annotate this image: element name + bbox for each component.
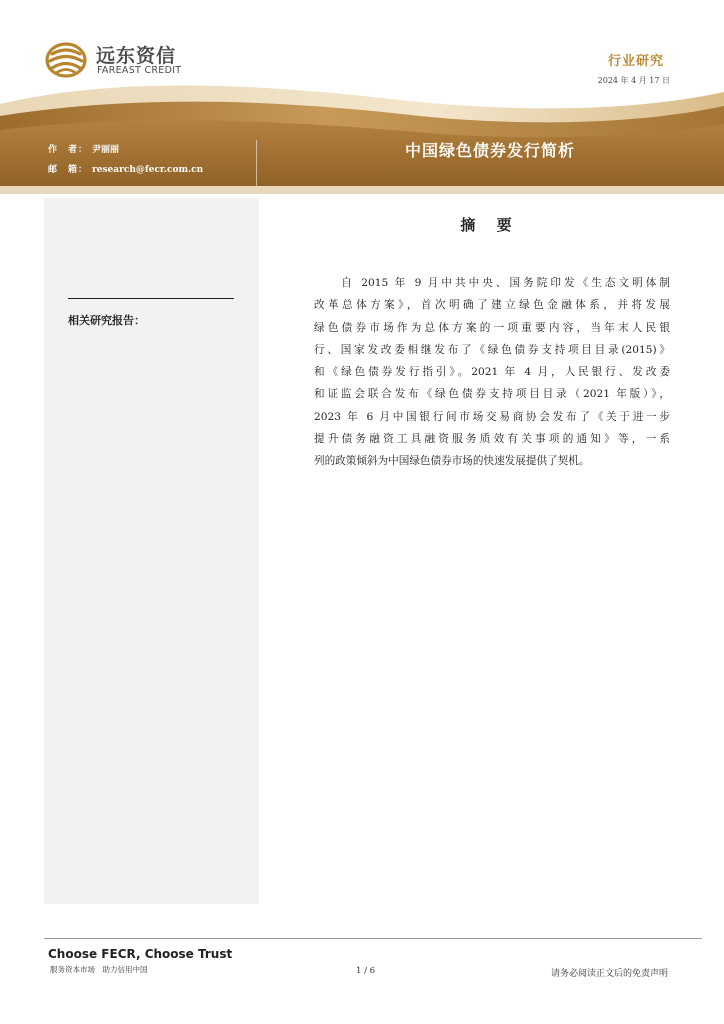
related-reports-label: 相关研究报告： <box>68 314 145 327</box>
email-address[interactable]: research@fecr.com.cn <box>92 165 204 175</box>
page-number: 1 / 6 <box>356 966 376 976</box>
summary-line: 提升债务融资工具融资服务质效有关事项的通知》等，一系 <box>314 433 670 446</box>
header <box>0 0 724 92</box>
logo-english-name: FAREAST CREDIT <box>97 65 182 76</box>
summary-line: 2023 年 6 月中国银行间市场交易商协会发布了《关于进一步 <box>314 410 670 423</box>
summary-heading: 摘 要 <box>460 216 520 234</box>
summary-line: 和证监会联合发布《绿色债券支持项目目录（2021 年版）》， <box>314 388 670 401</box>
summary-paragraph <box>314 272 670 473</box>
banner-divider <box>256 140 257 186</box>
sidebar-divider <box>68 298 234 299</box>
summary-line: 改革总体方案》，首次明确了建立绿色金融体系，并将发展 <box>314 299 670 312</box>
report-date: 2024 年 4 月 17 日 <box>597 76 670 85</box>
logo-chinese-name: 远东资信 <box>96 45 177 67</box>
footer-slogan: Choose FECR, Choose Trust <box>48 947 233 961</box>
summary-line: 列的政策倾斜为中国绿色债券市场的快速发展提供了契机。 <box>314 455 590 468</box>
footer-disclaimer: 请务必阅读正文后的免责声明 <box>550 969 668 979</box>
summary-line: 行、国家发改委相继发布了《绿色债券支持项目目录(2015)》 <box>314 343 670 356</box>
company-logo <box>44 40 194 80</box>
sidebar <box>44 198 259 904</box>
summary-line: 自 2015 年 9 月中共中央、国务院印发《生态文明体制 <box>314 277 670 289</box>
report-category: 行业研究 <box>607 54 664 69</box>
fareast-credit-logo-icon <box>44 40 92 80</box>
email-label: 邮 箱： <box>48 165 89 175</box>
author-name: 尹丽丽 <box>92 145 120 155</box>
author-line <box>48 142 119 155</box>
footer-divider <box>44 938 702 939</box>
email-line <box>48 162 203 175</box>
author-label: 作 者： <box>48 145 89 155</box>
summary-line: 绿色债券市场作为总体方案的一项重要内容，当年末人民银 <box>314 321 670 334</box>
report-title: 中国绿色债券发行简析 <box>404 141 575 160</box>
summary-line: 和《绿色债券发行指引》。2021 年 4 月，人民银行、发改委 <box>314 366 670 379</box>
footer-subslogan: 服务资本市场 助力信用中国 <box>50 965 148 974</box>
